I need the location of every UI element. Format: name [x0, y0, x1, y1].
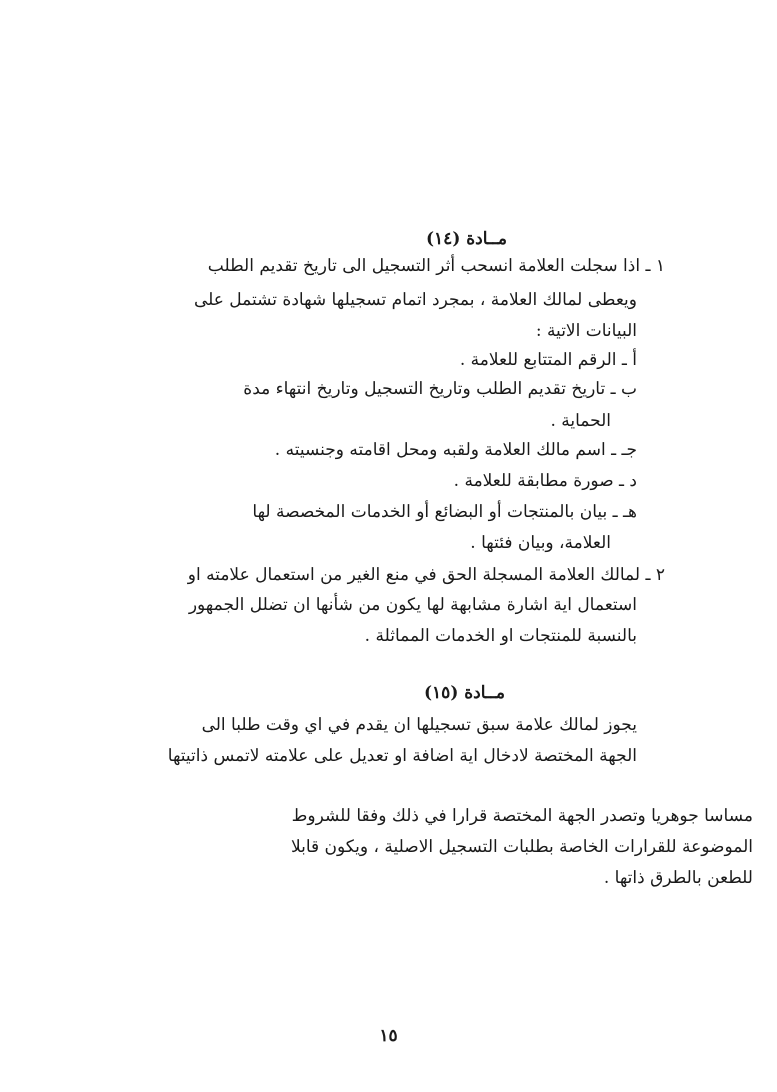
article-15-heading: مــادة (١٥) — [424, 683, 505, 703]
article-14-item-e-cont: العلامة، وبيان فئتها . — [470, 533, 611, 553]
article-14-line-1: ١ ـ اذا سجلت العلامة انسحب أثر التسجيل الى تاريخ تقديم الطلب — [207, 256, 665, 276]
article-15-line-1: يجوز لمالك علامة سبق تسجيلها ان يقدم في اي وقت طلبا الى — [201, 715, 637, 735]
article-14-item-b-cont: الحماية . — [550, 411, 611, 431]
article-14-item-b: ب ـ تاريخ تقديم الطلب وتاريخ التسجيل وتاريخ انتهاء مدة — [243, 379, 637, 399]
article-14-item-e: هـ ـ بيان بالمنتجات أو البضائع أو الخدمات المخصصة لها — [252, 502, 637, 522]
article-15-line-2: الجهة المختصة لادخال اية اضافة او تعديل على علامته لاتمس ذاتيتها — [167, 746, 637, 766]
article-14-item-c: جـ ـ اسم مالك العلامة ولقبه ومحل اقامته وجنسيته . — [274, 440, 637, 460]
continuation-line-1: مساسا جوهريا وتصدر الجهة المختصة قرارا في ذلك وفقا للشروط — [291, 806, 753, 826]
article-14-line-2: ويعطى لمالك العلامة ، بمجرد اتمام تسجيلها شهادة تشتمل على — [193, 290, 637, 310]
continuation-line-2: الموضوعة للقرارات الخاصة بطلبات التسجيل الاصلية ، ويكون قابلا — [290, 837, 753, 857]
page-number: ١٥ — [379, 1026, 398, 1046]
article-14-heading: مــادة (١٤) — [426, 229, 507, 249]
article-14-clause-2-line-2: استعمال اية اشارة مشابهة لها يكون من شأنها ان تضلل الجمهور — [188, 595, 637, 615]
article-14-item-a: أ ـ الرقم المتتابع للعلامة . — [459, 350, 637, 370]
continuation-line-3: للطعن بالطرق ذاتها . — [603, 868, 753, 888]
article-14-item-d: د ـ صورة مطابقة للعلامة . — [453, 471, 637, 491]
article-14-clause-2: ٢ ـ لمالك العلامة المسجلة الحق في منع الغير من استعمال علامته او — [187, 565, 665, 585]
article-14-line-3: البيانات الاتية : — [535, 321, 637, 341]
article-14-clause-2-line-3: بالنسبة للمنتجات او الخدمات المماثلة . — [364, 626, 637, 646]
